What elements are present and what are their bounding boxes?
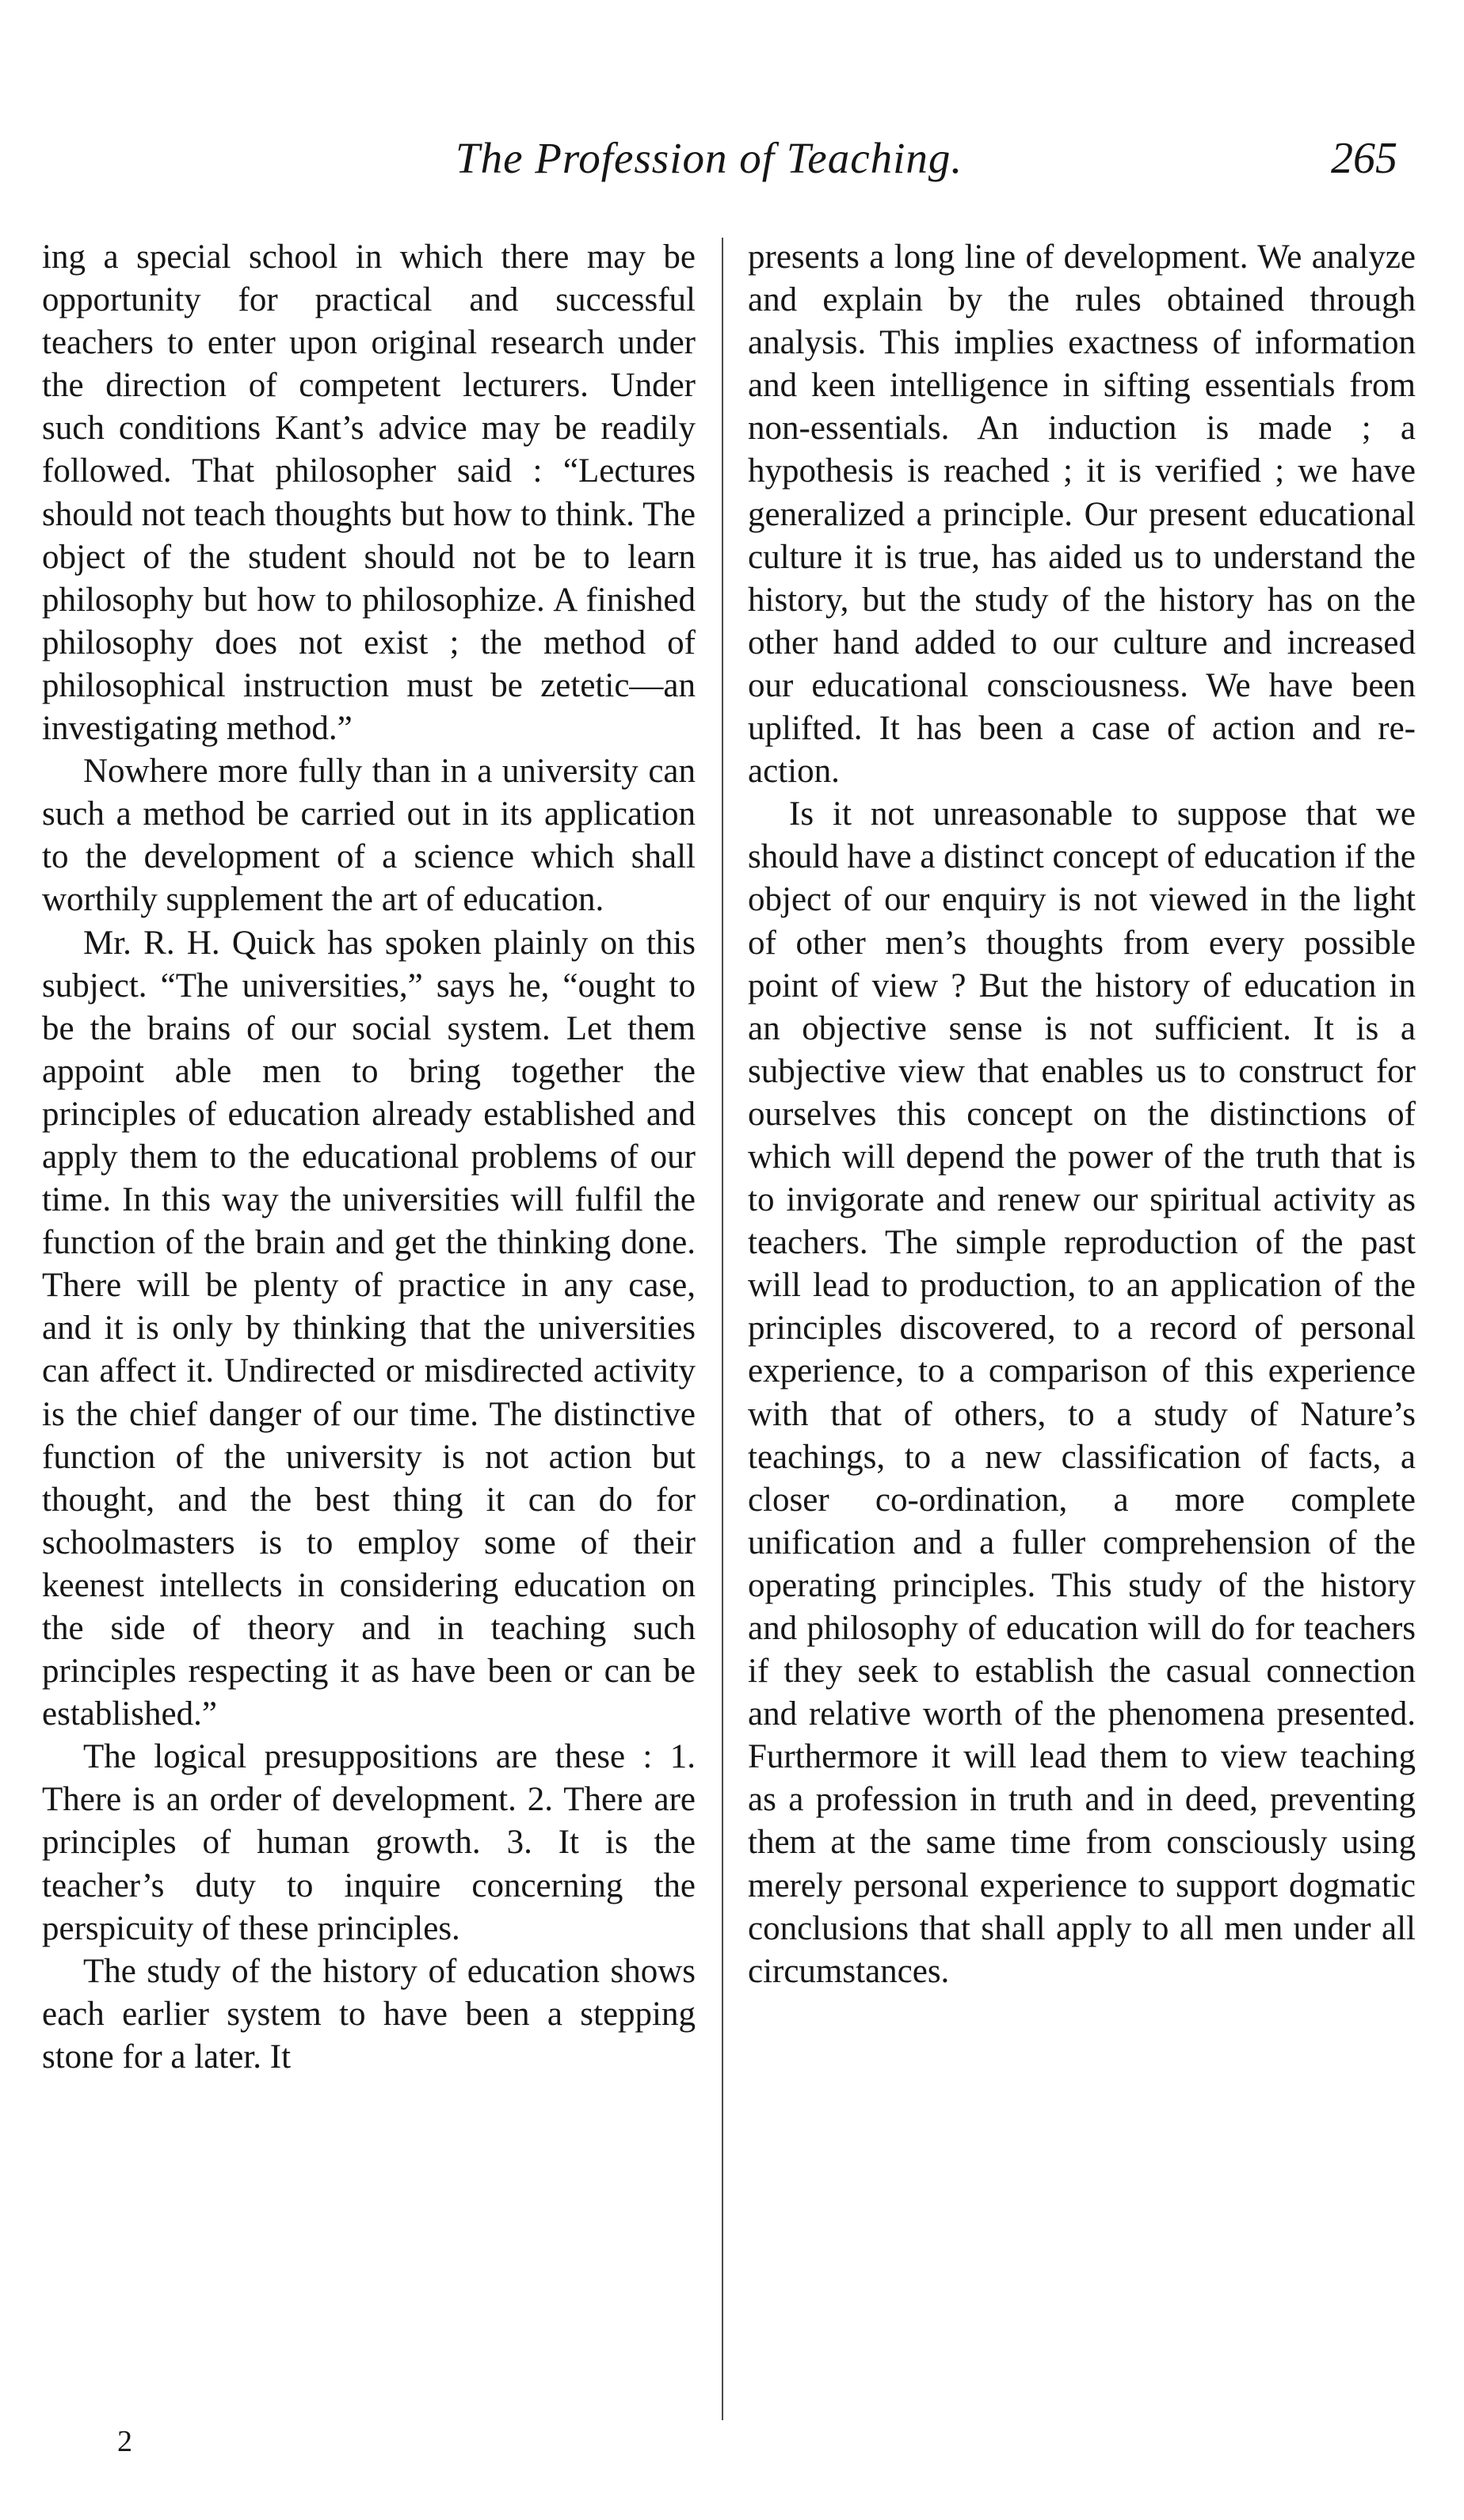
paragraph: The logical presuppositions are these : 1. There is an order of development. 2. There are principles of human growth. 3. It is the teacher’s duty to inquire concerning the perspicuity of these principles. [42,1738,696,1947]
paragraph: Mr. R. H. Quick has spoken plainly on this subject. “The universities,” says he, “ought to be the brains of our social system. Let them appoint able men to bring together the principles of education already established and apply them to the educational problems of our time. In this way the universities will fulfil the function of the brain and get the thinking done. There will be plenty of practice in any case, and it is only by thinking that the universities can affect it. Undirected or misdirected activity is the chief danger of our time. The distinctive function of the university is not action but thought, and the best thing it can do for schoolmasters is to employ some of their keenest intellects in considering education on the side of theory and in teaching such principles respecting it as have been or can be established.” [42,924,696,1733]
paragraph: presents a long line of development. We analyze and explain by the rules obtained through analysis. This implies exactness of information and keen intelligence in sifting essentials from non-essentials. An induction is made ; a hypothesis is reached ; it is verified ; we have generalized a principle. Our present educational culture it is true, has aided us to understand the history, but the study of the history has on the other hand added to our culture and increased our educational consciousness. We have been uplifted. It has been a case of action and re-action. [748,238,1416,791]
paragraph: Is it not unreasonable to suppose that we should have a distinct concept of education if the object of our enquiry is not viewed in the light of other men’s thoughts from every possible point of view ? But the history of education in an objective sense is not sufficient. It is a subjective view that enables us to construct for ourselves this concept on the distinctions of which will depend the power of the truth that is to invigorate and renew our spiritual activity as teachers. The simple reproduction of the past will lead to production, to an application of the principles discovered, to a record of personal experience, to a comparison of this experience with that of others, to a study of Nature’s teachings, to a new classification of facts, a closer co-ordination, a more complete unification and a fuller comprehension of the operating principles. This study of the history and philosophy of education will do for teachers if they seek to establish the casual connection and relative worth of the phenomena presented. Furthermore it will lead them to view teaching as a profession in truth and in deed, preventing them at the same time from consciously using merely personal experience to support dogmatic conclusions that shall apply to all men under all circumstances. [748,795,1416,1990]
running-title: The Profession of Teaching. [456,134,963,182]
page-number: 265 [1331,134,1397,183]
column-divider [722,238,723,2420]
signature-mark: 2 [117,2425,132,2458]
left-column [42,236,696,2079]
paragraph: The study of the history of education shows each earlier system to have been a stepping stone for a later. It [42,1952,696,2076]
paragraph: Nowhere more fully than in a university can such a method be carried out in its application to the development of a science which shall worthily supplement the art of education. [42,753,696,919]
page-header [0,133,1464,204]
right-column [748,236,1416,1993]
paragraph: ing a special school in which there may be opportunity for practical and successful teachers to enter upon original research under the direction of competent lecturers. Under such conditions Kant’s advice may be readily followed. That philosopher said : “Lectures should not teach thoughts but how to think. The object of the student should not be to learn philosophy but how to philosophize. A finished philosophy does not exist ; the method of philosophical instruction must be zetetic—an investigating method.” [42,238,696,748]
